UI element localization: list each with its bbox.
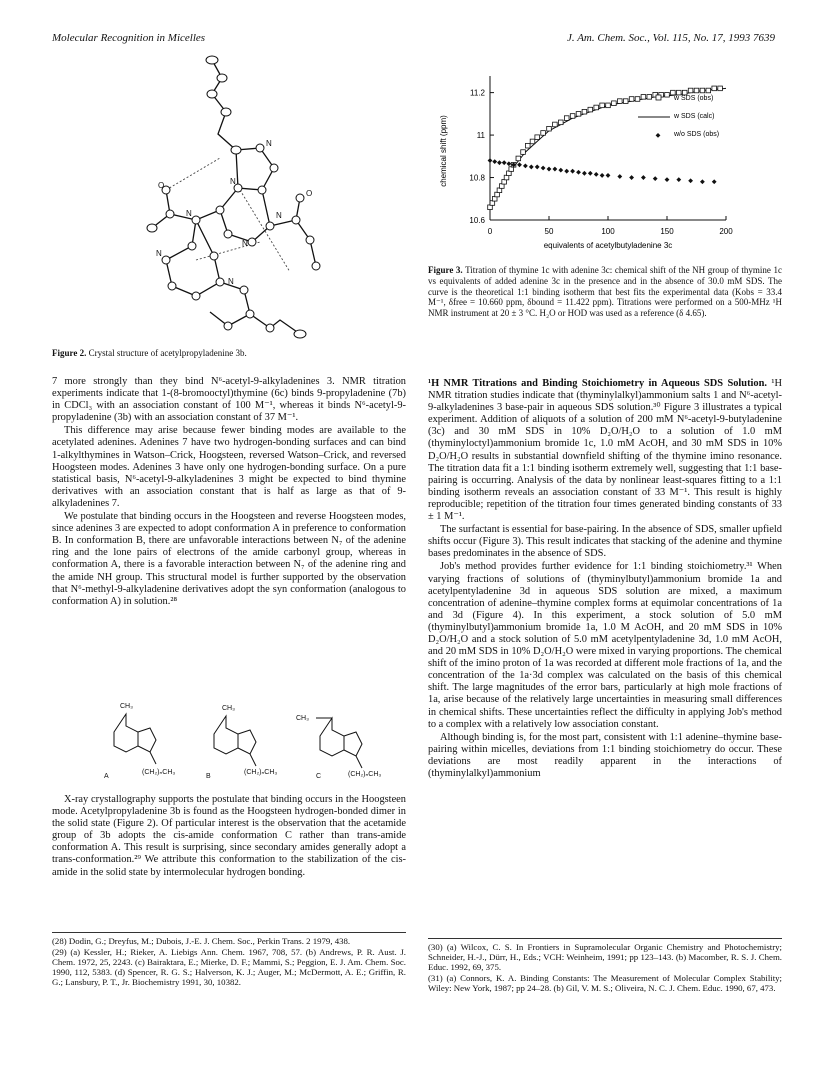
atom-label: N (156, 249, 162, 258)
data-point-w-sds (712, 86, 717, 91)
atom-label: O (158, 181, 165, 190)
methyl-label: CH₃ (222, 705, 235, 712)
data-point-wo-sds (712, 179, 717, 184)
data-point-wo-sds (700, 179, 705, 184)
atom-label: N (276, 211, 282, 220)
data-point-w-sds (525, 143, 530, 148)
data-point-w-sds (576, 112, 581, 117)
data-point-w-sds (647, 95, 652, 100)
figure3-caption-text: Titration of thymine 1c with adenine 3c: chemical shift of the NH group of thymine 1c vs equivalents of added adenine 3c in the presence and in the absence of 30.0 mM SDS. The curve is the theoretical 1:1 binding isotherm that best fits the experimental data (Kobs = 33.4 M⁻¹, δfree = 10.660 ppm, δbound = 11.422 ppm). Titrations were performed on a 500-MHz ¹H NMR instrument at 20 ± 3 °C. H₂O or HOD was used as a reference (δ 4.65). (428, 265, 782, 319)
data-point-wo-sds (676, 177, 681, 182)
data-point-wo-sds (492, 159, 497, 164)
paragraph: X-ray crystallography supports the postulate that binding occurs in the Hoogsteen mode. Acetylpropyladenine 3b is found as the Hoogsteen hydrogen-bonded dimer in the solid state (Figure 2). Of particular interest is the observation that the acetamide group of 3b adopts the cis-amide conformation C rather than trans-amide conformation A. This result is surprising, since secondary amides generally adopt a trans-conformation.²⁹ We attribute this conformation to the stabilization of the cis-amide in the solid state by intermolecular hydrogen bonding. (52, 794, 406, 878)
atom-label: O (306, 189, 313, 198)
methyl-label: CH₃ (120, 703, 133, 710)
data-point-w-sds (665, 92, 670, 97)
data-point-wo-sds (576, 170, 581, 175)
chain-label: (CH₂)ₙCH₃ (142, 769, 176, 776)
data-point-w-sds (541, 131, 546, 136)
x-tick-label: 200 (719, 227, 733, 236)
footnotes-left (52, 932, 406, 988)
data-point-w-sds (521, 150, 526, 155)
y-tick-label: 10.6 (469, 216, 485, 225)
chain-label: (CH₂)ₙCH₃ (244, 769, 278, 776)
figure2-caption (52, 348, 406, 359)
x-tick-label: 0 (487, 227, 493, 236)
data-point-wo-sds (535, 165, 540, 170)
x-tick-label: 50 (544, 227, 554, 236)
data-point-wo-sds (688, 178, 693, 183)
data-point-wo-sds (665, 177, 670, 182)
data-point-wo-sds (547, 167, 552, 172)
crystal-structure-figure (100, 50, 330, 340)
data-point-w-sds (530, 139, 535, 144)
data-point-w-sds (606, 103, 611, 108)
paragraph: Job's method provides further evidence for 1:1 binding stoichiometry.³¹ When varying fractions of solutions of (thyminylbutyl)ammonium bromide 1a and acetylpentyladenine 3d in aqueous SDS solution are mixed, a maximum concentration of adenine–thymine complex forms at equimolar concentrations of 1a and 3d (Figure 4). In this experiment, a stock solution of 5.0 mM (thyminylbutyl)ammonium bromide 1a, 1.0 M AcOH, and 20 mM SDS in 10% D₂O/H₂O and a stock solution of 5.0 mM acetylpentyladenine 3d, 1.0 mM AcOH, and 20 mM SDS in 10% D₂O/H₂O were mixed in varying proportions. The chemical shift of the imino proton of 1a was recorded at different mole fractions of 1a, and the concentration of the 1a·3d complex was calculated on the basis of this chemical shift. The large magnitudes of the error bars, particularly at high mole fractions of 1a, arise because of the relatively large uncertainties in measuring small differences in chemical shifts. These uncertainties reflect the difficulty in applying Job's method to a complex with a relatively low association constant. (428, 561, 782, 730)
data-point-wo-sds (517, 162, 522, 167)
paragraph: Although binding is, for the most part, consistent with 1:1 adenine–thymine base-pairing within micelles, deviations from 1:1 binding stoichiometry do occur. These deviations are most readily apparent in the interactions of (thyminylalkyl)ammonium (428, 731, 782, 779)
footnote: (28) Dodin, G.; Dreyfus, M.; Dubois, J.-E. J. Chem. Soc., Perkin Trans. 2 1979, 438. (52, 936, 351, 946)
data-point-wo-sds (606, 173, 611, 178)
data-point-wo-sds (506, 161, 511, 166)
titration-chart (428, 60, 782, 265)
data-point-w-sds (564, 116, 569, 121)
legend-label: w SDS (calc) (674, 113, 715, 120)
footnotes-right (428, 938, 782, 994)
data-point-w-sds (612, 101, 617, 106)
data-point-w-sds (516, 156, 521, 161)
y-axis-label: chemical shift (ppm) (439, 115, 448, 187)
figure3-caption-label: Figure 3. (428, 265, 463, 275)
paragraph: We postulate that binding occurs in the Hoogsteen and reverse Hoogsteen modes, since adenines 3 are expected to adopt conformation A in preference to conformation B. In conformation B, there are unfavorable interactions between N₇ of the adenine ring and the lone pairs of electrons of the amide carbonyl group, whereas in conformation A, there is a favorable interaction between N₇ of the adenine ring and the amide NH group. This structural model is further supported by the observation that N⁶-methyl-9-alkyladenine derivatives adopt the syn conformation (analogous to conformation A) in solution.²⁸ (52, 511, 406, 607)
data-point-wo-sds (541, 166, 546, 171)
data-point-w-sds (553, 122, 558, 127)
data-point-w-sds (570, 114, 575, 119)
footnote: (31) (a) Connors, K. A. Binding Constants: The Measurement of Molecular Complex Stability; Wiley: New York, 1987; pp 24–28. (b) Gil, V. M. S.; Oliveira, N. C. J. Chem. Educ. 1990, 67, 473. (428, 973, 782, 993)
atom-label: N (228, 277, 234, 286)
chain-label: (CH₂)ₙCH₃ (348, 771, 382, 778)
x-tick-label: 150 (660, 227, 674, 236)
right-column (428, 378, 782, 781)
methyl-label: CH₃ (296, 715, 309, 722)
data-point-wo-sds (488, 158, 493, 163)
atom-label: N (230, 177, 236, 186)
data-point-w-sds (718, 86, 723, 91)
data-point-wo-sds (582, 171, 587, 176)
data-point-wo-sds (553, 167, 558, 172)
data-point-wo-sds (558, 168, 563, 173)
paragraph: 7 more strongly than they bind N⁶-acetyl-9-alkyladenines 3. NMR titration experiments indicate that 1-(8-bromooctyl)thymine (6c) binds 9-propyladenine (7b) in CDCl₃ with an association constant of 100 M⁻¹, whereas it binds N⁶-acetyl-9-propyladenine (3b) with an association constant of 37 M⁻¹. (52, 376, 406, 424)
data-point-w-sds (623, 99, 628, 104)
data-point-w-sds (535, 135, 540, 140)
data-point-w-sds (688, 88, 693, 93)
paragraph: ¹H NMR titration studies indicate that (thyminylalkyl)ammonium salts 1 and N⁶-acetyl-9-alkyladenines 3 base-pair in aqueous SDS solution.³⁰ Figure 3 illustrates a typical experiment. Addition of aliquots of a solution of 200 mM N⁶-acetyl-9-butyladenine (3c) and 30 mM SDS in 10% D₂O/H₂O to a solution of 1.0 mM (thyminyloctyl)ammonium bromide 1c, 1.0 mM AcOH, and 30 mM SDS in 10% D₂O/H₂O results in substantial downfield shifting of the thymine imino resonance. The titration data fit a 1:1 binding isotherm extremely well, suggesting that 1:1 base-pairing is occurring. Analysis of the data by nonlinear least-squares fitting to a 1:1 binding isotherm reveals an association constant of 33 M⁻¹. This result is highly reproducible; repetition of the titration four times generated binding constants of 33 ± 1 M⁻¹. (428, 378, 782, 523)
data-point-wo-sds (523, 163, 528, 168)
data-point-wo-sds (570, 169, 575, 174)
data-point-w-sds (694, 88, 699, 93)
data-point-w-sds (600, 103, 605, 108)
atom-label: N (186, 209, 192, 218)
legend-label: w SDS (obs) (674, 95, 714, 102)
data-point-wo-sds (529, 165, 534, 170)
data-point-wo-sds (653, 176, 658, 181)
legend-label: w/o SDS (obs) (674, 131, 720, 138)
conformer-label-b: B (206, 773, 211, 780)
conformers-figure (96, 700, 396, 780)
data-point-w-sds (635, 97, 640, 102)
y-tick-label: 11 (476, 131, 485, 141)
data-point-w-sds (594, 105, 599, 110)
data-point-wo-sds (564, 169, 569, 174)
paragraph: The surfactant is essential for base-pairing. In the absence of SDS, smaller upfield shifts occur (Figure 3). This result indicates that stacking of the adenine and thymine bases predominates in the absence of SDS. (428, 524, 782, 560)
data-point-w-sds (588, 107, 593, 112)
conformer-label-c: C (316, 773, 322, 780)
data-point-wo-sds (594, 172, 599, 177)
figure2-caption-text: Crystal structure of acetylpropyladenine 3b. (88, 348, 247, 358)
data-point-w-sds (629, 97, 634, 102)
x-axis-label: equivalents of acetylbutyladenine 3c (543, 241, 673, 250)
left-column (52, 376, 406, 609)
data-point-w-sds (641, 95, 646, 100)
data-point-w-sds (547, 126, 552, 131)
y-tick-label: 10.8 (469, 173, 485, 183)
footnote: (29) (a) Kessler, H.; Rieker, A. Liebigs Ann. Chem. 1967, 708, 57. (b) Andrews, P. R. Aust. J. Chem. 1972, 25, 2243. (c) Bairaktara, E.; Mierke, D. F.; Mammi, S.; Peggion, E. J. Am. Chem. Soc. 1990, 112, 5383. (d) Spencer, R. G. S.; Halverson, K. J.; Auger, M.; McDermott, A. E.; Griffin, R. G.; Lansbury, P. T., Jr. Biochemistry 1991, 30, 10382. (52, 947, 406, 987)
running-header-title: Molecular Recognition in Micelles (52, 32, 206, 44)
data-point-w-sds (618, 99, 623, 104)
figure2-caption-label: Figure 2. (52, 348, 87, 358)
atom-label: N (266, 139, 272, 148)
data-point-w-sds (559, 120, 564, 125)
data-point-wo-sds (629, 175, 634, 180)
data-point-wo-sds (588, 171, 593, 176)
figure3-caption (428, 265, 782, 319)
data-point-wo-sds (497, 160, 502, 165)
data-point-wo-sds (617, 174, 622, 179)
running-header-citation: J. Am. Chem. Soc., Vol. 115, No. 17, 1993 7639 (567, 32, 775, 44)
paragraph: This difference may arise because fewer binding modes are available to the acetylated adenines. Adenines 7 have two hydrogen-bonding surfaces and can bind 1-alkylthymines in Watson–Crick, Hoogsteen, reversed Watson–Crick, and reversed Hoogsteen modes. Adenines 3 have only one hydrogen-bonding surface. On a pure statistical basis, N⁶-acetyl-9-alkyladenines 3 might be expected to bind thymine derivatives with an association constant that is half as large as that of 9-alkyladenines 7. (52, 425, 406, 509)
legend-marker-wo-sds-obs (656, 133, 661, 138)
y-tick-label: 11.2 (470, 88, 485, 98)
data-point-w-sds (706, 88, 711, 93)
footnote: (30) (a) Wilcox, C. S. In Frontiers in Supramolecular Organic Chemistry and Photochemistry; Schneider, H.-J., Dürr, H., Eds.; VCH: Weinheim, 1991; pp 123–143. (b) Macomber, R. S. J. Chem. Educ. 1992, 69, 375. (428, 942, 782, 972)
data-point-wo-sds (600, 173, 605, 178)
data-point-w-sds (582, 109, 587, 114)
atom-label: N (242, 239, 248, 248)
data-point-wo-sds (641, 175, 646, 180)
section-heading: ¹H NMR Titrations and Binding Stoichiometry in Aqueous SDS Solution. (428, 378, 768, 389)
legend-marker-w-sds-obs (656, 95, 661, 100)
x-tick-label: 100 (601, 227, 615, 236)
data-point-wo-sds (502, 160, 507, 165)
data-point-w-sds (700, 88, 705, 93)
left-column-lower (52, 794, 406, 880)
conformer-label-a: A (104, 773, 109, 780)
